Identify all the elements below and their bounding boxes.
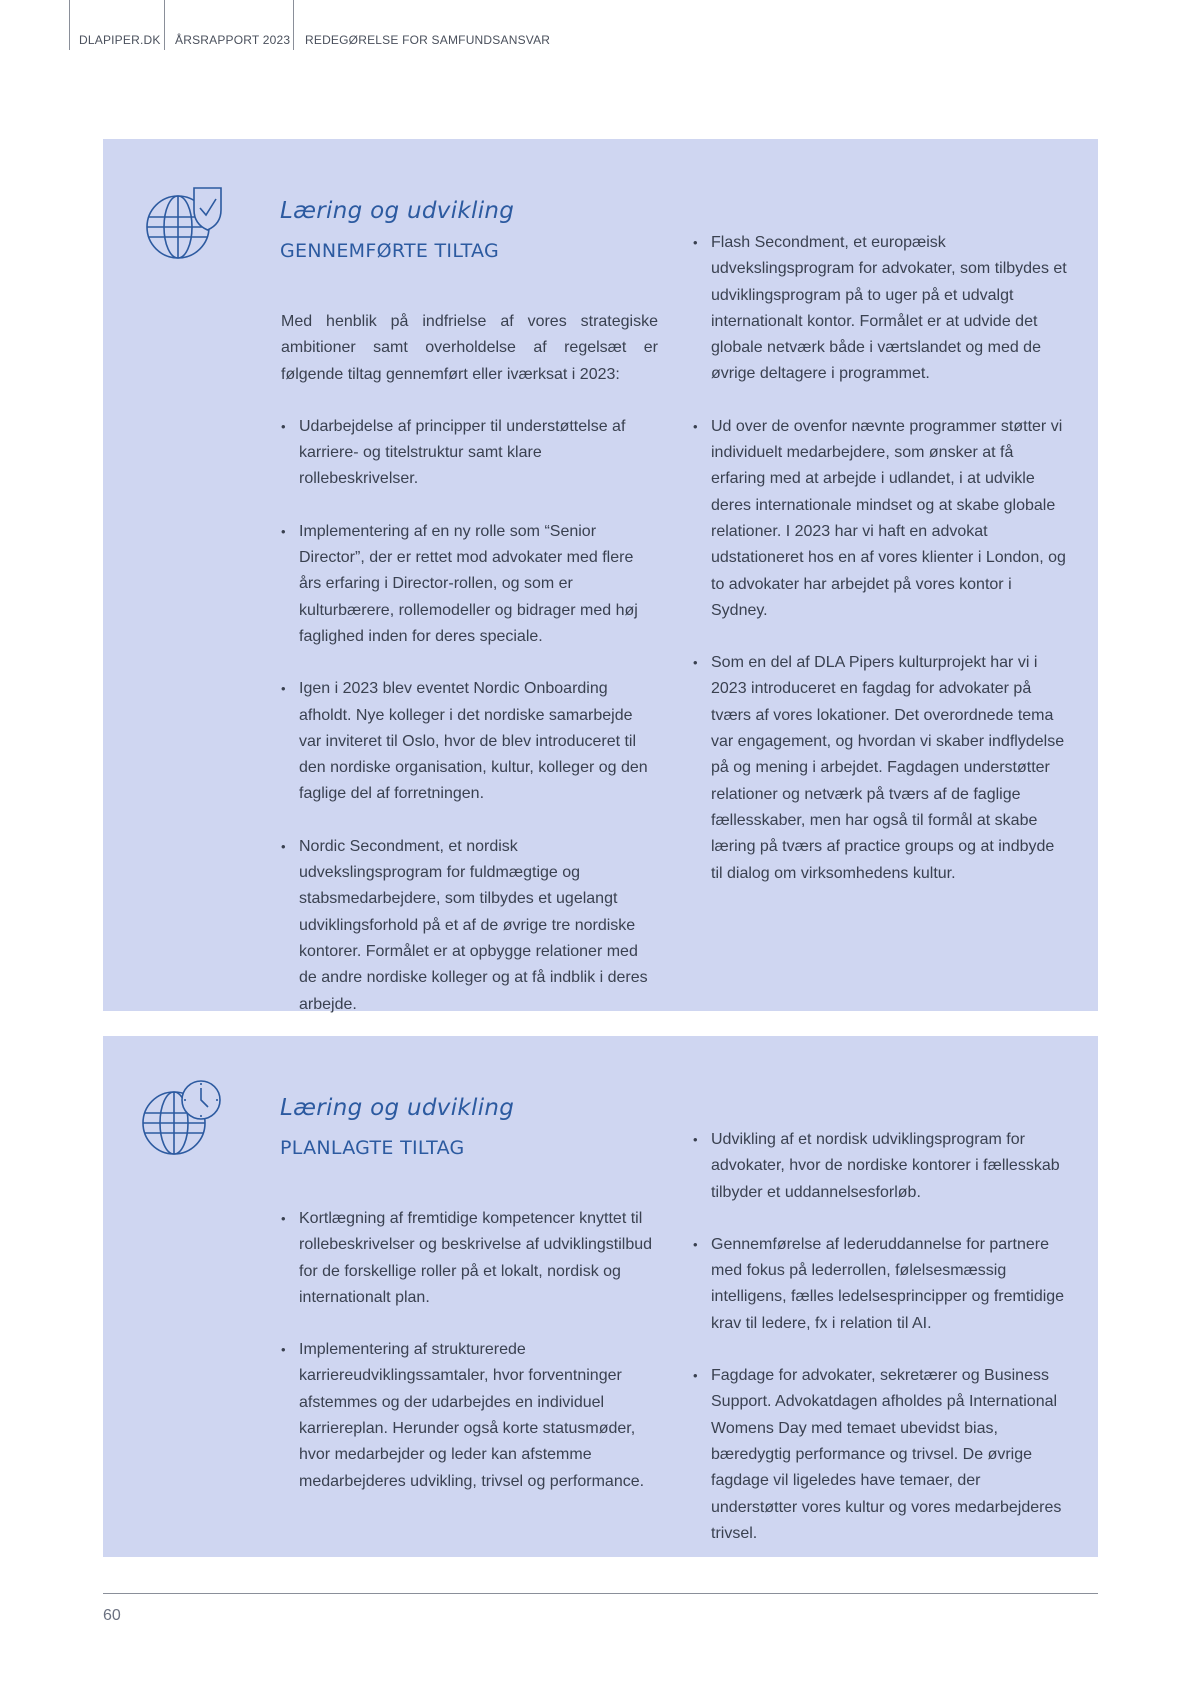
list-item: • Implementering af strukturerede karriereudviklingssamtaler, hvor forventninger afstemmes og der udarbejdes en individuel karriereplan. Herunder også korte statusmøder, hvor medarbejder og leder kan afstemme medarbejderes udvikling, trivsel og performance.	[281, 1337, 658, 1495]
list-item: • Kortlægning af fremtidige kompetencer knyttet til rollebeskrivelser og beskrivelse af udviklingstilbud for de forskellige roller på et lokalt, nordisk og internationalt plan.	[281, 1206, 658, 1311]
list-item: • Som en del af DLA Pipers kulturprojekt har vi i 2023 introduceret en fagdag for advokater på tværs af vores lokationer. Det overordnede tema var engagement, og hvordan vi skaber indflydelse på og mening i arbejdet. Fagdagen understøtter relationer og netværk på tværs af de faglige fællesskaber, men har også til formål at skabe læring på tværs af practice groups og at indbyde til dialog om virksomhedens kultur.	[693, 650, 1068, 887]
section-title: Læring og udvikling	[280, 1095, 515, 1121]
list-item: • Udarbejdelse af principper til understøttelse af karriere- og titelstruktur samt klare rollebeskrivelser.	[281, 414, 658, 493]
list-item: • Nordic Secondment, et nordisk udvekslingsprogram for fuldmægtige og stabsmedarbejdere, som tilbydes et ugelangt udviklingsforhold på et af de øvrige tre nordiske kontorer. Formålet er at opbygge relationer med de andre nordiske kolleger og at få indblik i deres arbejde.	[281, 834, 658, 1018]
left-column	[281, 1206, 658, 1521]
list-item: • Fagdage for advokater, sekretærer og Business Support. Advokatdagen afholdes på International Womens Day med temaet ubevidst bias, bæredygtig performance og trivsel. De øvrige fagdage vil ligeledes have temaer, der understøtter vores kultur og vores medarbejderes trivsel.	[693, 1363, 1068, 1547]
header-divider	[69, 0, 70, 50]
header-report: ÅRSRAPPORT 2023	[175, 33, 291, 47]
right-column	[693, 1127, 1068, 1573]
header-section: REDEGØRELSE FOR SAMFUNDSANSVAR	[305, 33, 551, 47]
footer-divider	[103, 1593, 1098, 1594]
list-item: • Gennemførelse af lederuddannelse for partnere med fokus på lederrollen, følelsesmæssig intelligens, fælles ledelsesprincipper og fremtidige krav til ledere, fx i relation til AI.	[693, 1232, 1068, 1337]
list-item: • Implementering af en ny rolle som “Senior Director”, der er rettet mod advokater med flere års erfaring i Director-rollen, og som er kulturbærere, rollemodeller og bidrager med høj faglighed inden for deres speciale.	[281, 519, 658, 650]
header-divider	[164, 0, 165, 50]
page-header	[0, 0, 700, 50]
list-item: • Ud over de ovenfor nævnte programmer støtter vi individuelt medarbejdere, som ønsker at få erfaring med at arbejde i udlandet, i at udvikle deres internationale mindset og at skabe globale relationer. I 2023 har vi haft en advokat udstationeret hos en af vores klienter i London, og to advokater har arbejdet på vores kontor i Sydney.	[693, 414, 1068, 624]
section-subtitle: PLANLAGTE TILTAG	[280, 1137, 465, 1159]
right-column	[693, 230, 1068, 913]
section-title: Læring og udvikling	[280, 198, 515, 224]
left-column	[281, 309, 658, 1044]
header-site[interactable]: DLAPIPER.DK	[79, 33, 161, 47]
header-divider	[293, 0, 294, 50]
planned-initiatives-panel	[103, 1036, 1098, 1557]
bullet-list	[693, 230, 1068, 887]
section-subtitle: GENNEMFØRTE TILTAG	[280, 240, 500, 262]
globe-clock-icon	[141, 1078, 225, 1158]
globe-shield-check-icon	[145, 184, 225, 264]
completed-initiatives-panel	[103, 139, 1098, 1011]
page-number: 60	[103, 1607, 121, 1624]
list-item: • Udvikling af et nordisk udviklingsprogram for advokater, hvor de nordiske kontorer i fællesskab tilbyder et uddannelsesforløb.	[693, 1127, 1068, 1206]
bullet-list	[693, 1127, 1068, 1547]
intro-paragraph: Med henblik på indfrielse af vores strategiske ambitioner samt overholdelse af regelsæt er følgende tiltag gennemført eller iværksat i 2023:	[281, 313, 658, 383]
bullet-list	[281, 1206, 658, 1495]
list-item: • Flash Secondment, et europæisk udvekslingsprogram for advokater, som tilbydes et udviklingsprogram på to uger på et udvalgt internationalt kontor. Formålet er at udvide det globale netværk både i værtslandet og med de øvrige deltagere i programmet.	[693, 230, 1068, 388]
list-item: • Igen i 2023 blev eventet Nordic Onboarding afholdt. Nye kolleger i det nordiske samarbejde var inviteret til Oslo, hvor de blev introduceret til den nordiske organisation, kultur, kolleger og den faglige del af forretningen.	[281, 676, 658, 807]
bullet-list	[281, 414, 658, 1018]
